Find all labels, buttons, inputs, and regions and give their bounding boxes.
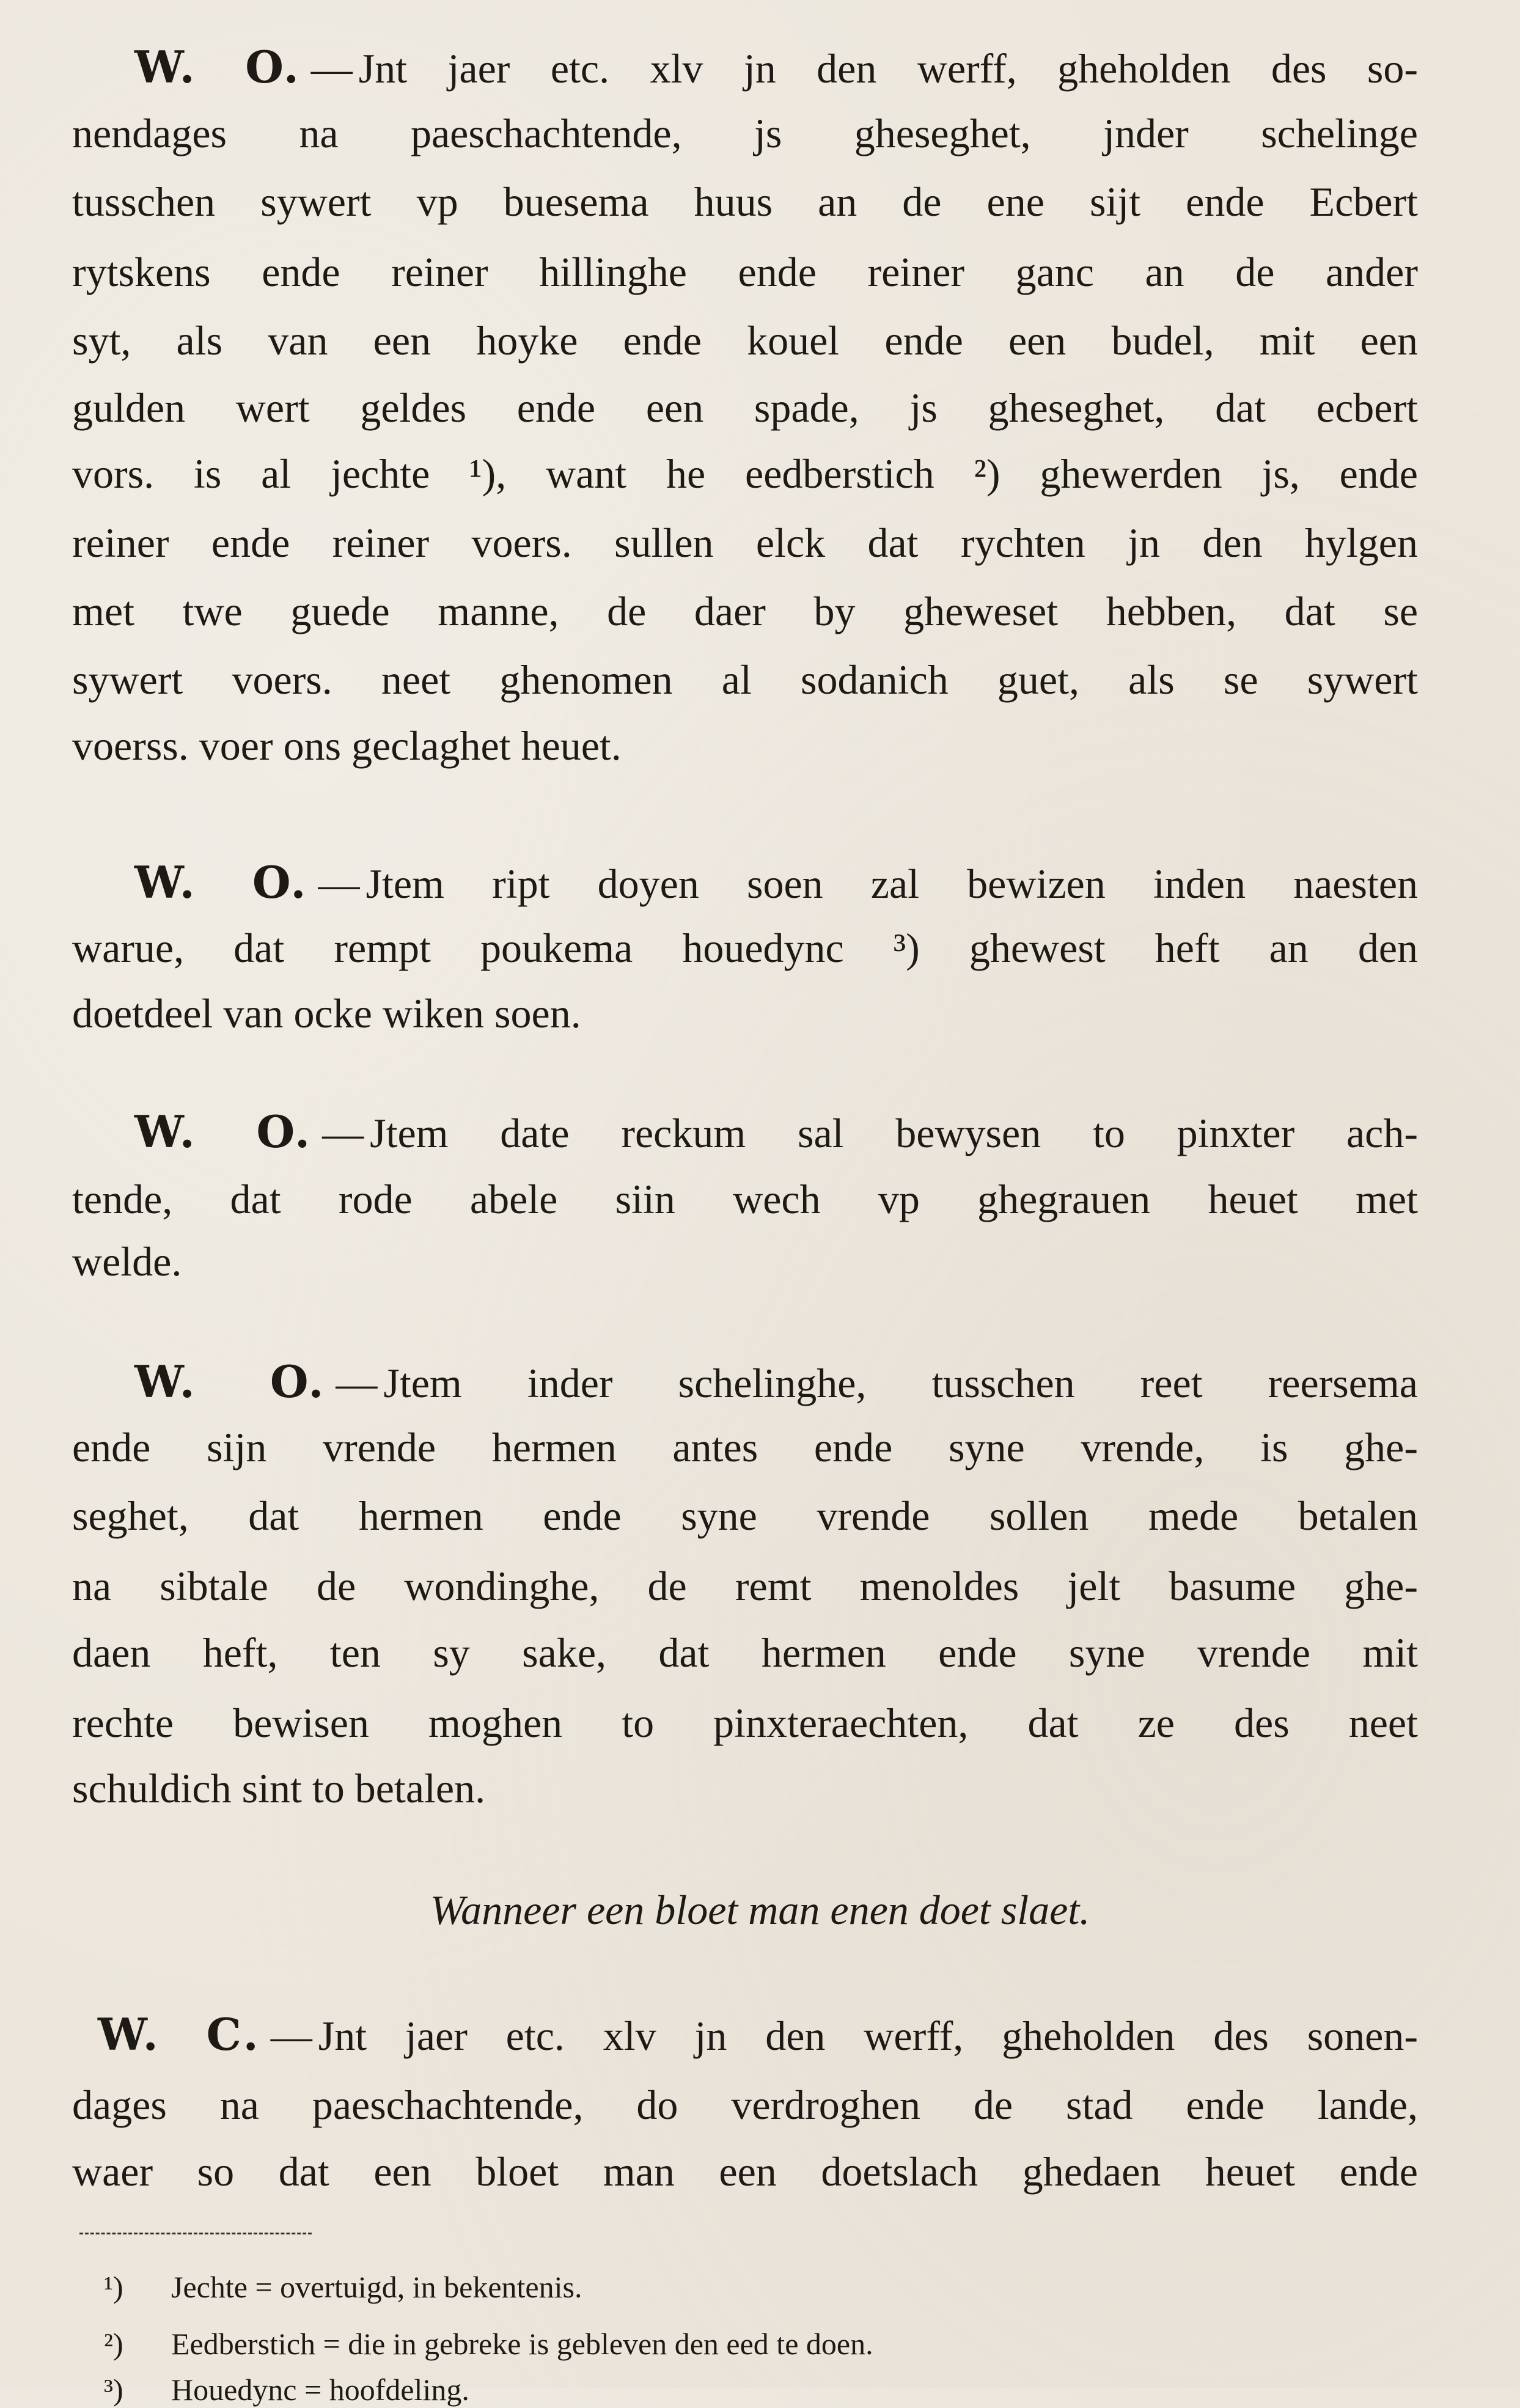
paragraph-4-line-5: daen heft, ten sy sake, dat hermen ende syne vrende mit <box>72 1629 1418 1676</box>
em-dash: — <box>318 861 360 907</box>
text-line: Jtem ript doyen soen zal bewizen inden naesten <box>365 861 1418 907</box>
paragraph-1-line-4: rytskens ende reiner hillinghe ende reiner ganc an de ander <box>72 249 1418 295</box>
paragraph-1-line-1 <box>134 43 1418 92</box>
paragraph-2-line-2: warue, dat rempt poukema houedync ³) ghewest heft an den <box>72 925 1418 971</box>
paragraph-5-line-1 <box>98 2010 1418 2059</box>
paragraph-1-line-3: tusschen sywert vp buesema huus an de ene sijt ende Ecbert <box>72 178 1418 225</box>
text-line: Jtem date reckum sal bewysen to pinxter ach- <box>370 1110 1418 1156</box>
paragraph-1-line-7: vors. is al jechte ¹), want he eedberstich ²) ghewerden js, ende <box>72 450 1418 497</box>
footnote-2 <box>104 2325 873 2362</box>
paragraph-5-line-2: dages na paeschachtende, do verdroghen de stad ende lande, <box>72 2082 1418 2128</box>
paragraph-1-line-5: syt, als van een hoyke ende kouel ende een budel, mit een <box>72 317 1418 364</box>
paragraph-1-line-6: gulden wert geldes ende een spade, js gheseghet, dat ecbert <box>72 384 1418 431</box>
section-mark: W. O. <box>134 41 301 93</box>
section-mark: W. O. <box>134 1356 326 1408</box>
paragraph-3-line-1 <box>134 1107 1418 1156</box>
paragraph-4-line-4: na sibtale de wondinghe, de remt menoldes jelt basume ghe- <box>72 1563 1418 1609</box>
paragraph-3-line-2: tende, dat rode abele siin wech vp ghegrauen heuet met <box>72 1176 1418 1222</box>
paragraph-1-line-9: met twe guede manne, de daer by gheweset hebben, dat se <box>72 588 1418 634</box>
paragraph-4-line-6: rechte bewisen moghen to pinxteraechten, dat ze des neet <box>72 1700 1418 1746</box>
section-title: Wanneer een bloet man enen doet slaet. <box>430 1887 1090 1933</box>
text-line: Jnt jaer etc. xlv jn den werff, gheholden des sonen- <box>318 2013 1418 2059</box>
paragraph-4-line-1 <box>134 1357 1418 1406</box>
em-dash: — <box>310 45 353 92</box>
footnote-text: Eedberstich = die in gebreke is gebleven den eed te doen. <box>171 2327 873 2361</box>
section-mark: W. C. <box>98 2008 261 2060</box>
paragraph-1-line-8: reiner ende reiner voers. sullen elck dat rychten jn den hylgen <box>72 519 1418 566</box>
paragraph-5-line-3: waer so dat een bloet man een doetslach ghedaen heuet ende <box>72 2148 1418 2195</box>
footnote-separator <box>79 2233 312 2234</box>
section-mark: W. O. <box>134 856 309 908</box>
footnote-text: Jechte = overtuigd, in bekentenis. <box>171 2270 582 2304</box>
em-dash: — <box>322 1110 364 1156</box>
paragraph-4-line-2: ende sijn vrende hermen antes ende syne vrende, is ghe- <box>72 1424 1418 1470</box>
text-line: Jnt jaer etc. xlv jn den werff, gheholden des so- <box>358 45 1418 92</box>
em-dash: — <box>270 2013 312 2059</box>
paragraph-2-line-3: doetdeel van ocke wiken soen. <box>72 990 581 1037</box>
section-mark: W. O. <box>134 1106 313 1158</box>
footnote-number: ¹) <box>104 2270 123 2304</box>
footnote-text: Houedync = hoofdeling. <box>171 2373 469 2407</box>
paragraph-1-line-11: voerss. voer ons geclaghet heuet. <box>72 722 622 769</box>
paragraph-1-line-10: sywert voers. neet ghenomen al sodanich guet, als se sywert <box>72 656 1418 703</box>
footnote-3 <box>104 2371 469 2408</box>
footnote-number: ³) <box>104 2373 123 2407</box>
paragraph-3-line-3: welde. <box>72 1238 182 1285</box>
paragraph-4-line-3: seghet, dat hermen ende syne vrende sollen mede betalen <box>72 1492 1418 1539</box>
paragraph-2-line-1 <box>134 858 1418 907</box>
text-line: Jtem inder schelinghe, tusschen reet reersema <box>383 1360 1418 1406</box>
footnote-number: ²) <box>104 2327 123 2361</box>
em-dash: — <box>336 1360 378 1406</box>
paragraph-4-line-7: schuldich sint to betalen. <box>72 1765 486 1812</box>
paragraph-1-line-2: nendages na paeschachtende, js gheseghet, jnder schelinge <box>72 110 1418 156</box>
footnote-1 <box>104 2269 582 2305</box>
